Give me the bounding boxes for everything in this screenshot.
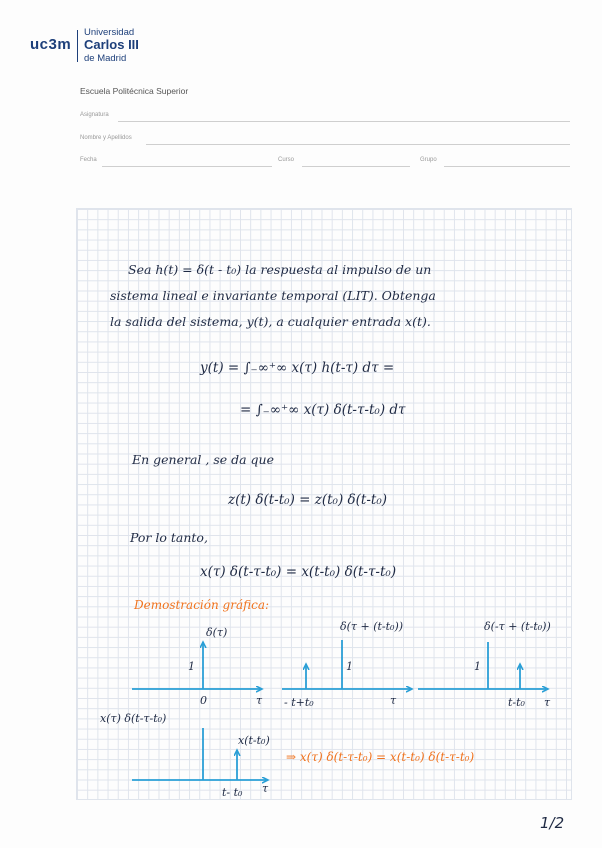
equation-convolution: y(t) = ∫₋∞⁺∞ x(τ) h(t-τ) dτ = (200, 360, 395, 376)
plot4-tick: t- t₀ (222, 786, 243, 799)
plot1-axis-label: τ (256, 694, 263, 707)
demo-title: Demostración gráfica: (134, 598, 270, 612)
field-label: Grupo (420, 157, 437, 163)
logo-madrid: de Madrid (84, 53, 127, 64)
problem-line-3: la salida del sistema, y(t), a cualquier entrada x(t). (110, 314, 431, 329)
plot1-amplitude: 1 (188, 660, 195, 673)
logo-short: uc3m (30, 36, 72, 53)
equation-result: x(τ) δ(t-τ-t₀) = x(t-t₀) δ(t-τ-t₀) (200, 564, 397, 580)
plot3-amplitude: 1 (474, 660, 481, 673)
plot3-title: δ(-τ + (t-t₀)) (484, 620, 551, 633)
plot3-axis-label: τ (544, 696, 551, 709)
plot4-axis-label: τ (262, 782, 269, 795)
plot2-tick: - t+t₀ (284, 696, 314, 709)
plot4-peak-label: x(t-t₀) (238, 734, 270, 747)
plot2-axis-label: τ (390, 694, 397, 707)
field-label: Fecha (80, 157, 97, 163)
therefore-text: Por lo tanto, (130, 530, 208, 545)
general-statement: En general , se da que (132, 452, 275, 467)
problem-line-1: Sea h(t) = δ(t - t₀) la respuesta al impulso de un (128, 262, 432, 277)
plot3-tick: t-t₀ (508, 696, 525, 709)
page-number: 1/2 (540, 814, 565, 832)
equation-sifting: z(t) δ(t-t₀) = z(t₀) δ(t-t₀) (228, 492, 388, 508)
plot2-title: δ(τ + (t-t₀)) (340, 620, 404, 633)
field-label: Nombre y Apellidos (80, 135, 132, 141)
logo-carlos: Carlos III (84, 37, 139, 52)
equation-substituted: = ∫₋∞⁺∞ x(τ) δ(t-τ-t₀) dτ (240, 402, 406, 418)
plot-delta-flipped (418, 642, 548, 689)
plot4-title: x(τ) δ(t-τ-t₀) (100, 712, 167, 725)
problem-line-2: sistema lineal e invariante temporal (LIT). Obtenga (110, 288, 436, 303)
plot1-title: δ(τ) (206, 626, 228, 639)
plot1-origin: 0 (200, 694, 207, 707)
school-name: Escuela Politécnica Superior (80, 86, 189, 96)
field-label: Curso (278, 157, 295, 163)
logo-universidad: Universidad (84, 27, 135, 38)
plot-delta-tau (132, 642, 262, 689)
plot2-amplitude: 1 (346, 660, 353, 673)
field-label: Asignatura (80, 112, 109, 118)
final-result: ⇒ x(τ) δ(t-τ-t₀) = x(t-t₀) δ(t-τ-t₀) (286, 750, 475, 764)
